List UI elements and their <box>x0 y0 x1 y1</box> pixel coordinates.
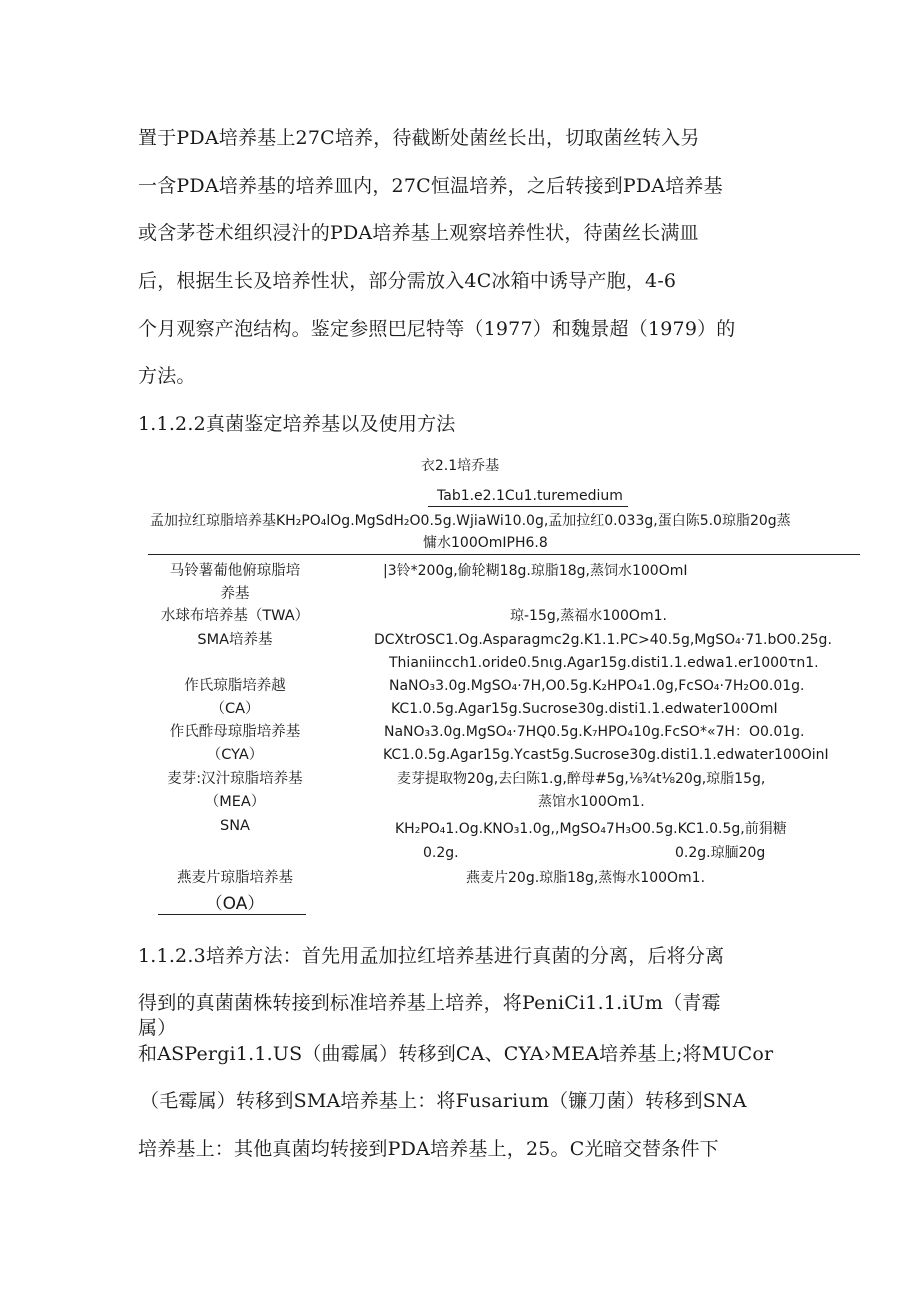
row-sna-composition-2b: 0.2g.琼腼20g <box>675 845 766 861</box>
table-header-line-2: 慵水100OmIPH6.8 <box>423 535 548 551</box>
row-oa-name: 燕麦片琼脂培养基 （OA） <box>177 870 293 914</box>
table-caption-cn: 衣2.1培乔基 <box>420 458 500 474</box>
table-rule <box>148 554 860 555</box>
row-sna-name: SNA <box>220 818 250 834</box>
paragraph2-line-6: 培养基上：其他真菌均转接到PDA培养基上，25。C光暗交替条件下 <box>138 1138 719 1160</box>
row-oa-composition: 燕麦片20g.琼脂18g,蒸悔水100Om1. <box>466 870 706 886</box>
row-mea-composition-2: 蒸馆水100Om1. <box>538 794 645 810</box>
row-mea-name: 麦芽:汉汁琼脂培养基 （MEA） <box>167 771 303 810</box>
row-cya-composition-1: NaNO₃3.0g.MgSO₄·7HQ0.5g.K₇HPO₄10g.FcSO*«7H：O0.01g. <box>384 724 805 740</box>
row-ca-name: 作氏琼脂培养越 （CA） <box>184 678 286 717</box>
row-pda-composition: |3铃*200g,偷轮糊18g.琼脂18g,蒸饲水100OmI <box>383 563 688 579</box>
row-sma-composition-1: DCXtrOSC1.Og.Asparagmc2g.K1.1.PC>40.5g,MgSO₄·71.bO0.25g. <box>374 632 832 648</box>
row-cya-name: 作氏酢母琼脂培养基 （CYA） <box>169 724 301 763</box>
section-heading: 1.1.2.2真菌鉴定培养基以及使用方法 <box>138 413 456 435</box>
row-cya-composition-2: KC1.0.5g.Agar15g.Ycast5g.Sucrose30g.disti1.1.edwater100OinI <box>383 747 829 763</box>
paragraph2-line-4: 和ASPergi1.1.US（曲霉属）转移到CA、CYA›MEA培养基上;将MUCor <box>138 1043 774 1065</box>
row-mea-composition-1: 麦芽提取物20g,去臼陈1.g,醉母#5g,⅛¾t⅛20g,琼脂15g, <box>397 771 766 787</box>
paragraph1-line-5: 个月观察产泡结构。鉴定参照巴尼特等（1977）和魏景超（1979）的 <box>138 318 736 340</box>
row-twa-name: 水球布培养基（TWA） <box>160 608 310 624</box>
paragraph1-line-3: 或含茅苍术组织浸汁的PDA培养基上观察培养性状，待菌丝长满皿 <box>138 222 699 244</box>
paragraph2-line-2: 得到的真菌菌株转接到标准培养基上培养，将PeniCi1.1.iUm（青霉 <box>138 992 721 1014</box>
row-ca-composition-2: KC1.0.5g.Agar15g.Sucrose30g.disti1.1.edwater100OmI <box>391 701 778 717</box>
row-sna-composition-2a: 0.2g. <box>423 845 459 861</box>
paragraph2-line-3: 属） <box>138 1017 177 1039</box>
paragraph1-line-1: 置于PDA培养基上27C培养，待截断处菌丝长出，切取菌丝转入另 <box>138 127 700 149</box>
row-pda-name: 马铃薯葡他俯琼脂培 养基 <box>169 563 301 602</box>
paragraph2-line-5: （毛霉属）转移到SMA培养基上：将Fusarium（镰刀菌）转移到SNA <box>140 1090 747 1112</box>
table-header-line-1: 孟加拉红琼脂培养基KH₂PO₄lOg.MgSdH₂O0.5g.WjiaWi10.0g,孟加拉红0.033g,蛋白陈5.0琼脂20g蒸 <box>150 513 791 529</box>
caption-underline <box>428 506 628 507</box>
row-sma-name: SMA培养基 <box>197 632 273 648</box>
row-sna-composition-1: KH₂PO₄1.Og.KNO₃1.0g,,MgSO₄7H₃O0.5g.KC1.0.5g,前狷糖 <box>395 821 787 837</box>
row-twa-composition: 琼-15g,蒸福水100Om1. <box>510 608 667 624</box>
paragraph1-line-6: 方法。 <box>138 365 196 387</box>
table-bottom-rule <box>158 914 306 915</box>
paragraph1-line-2: 一含PDA培养基的培养皿内，27C恒温培养，之后转接到PDA培养基 <box>138 175 723 197</box>
table-caption-en: Tab1.e2.1Cu1.turemedium <box>437 488 623 504</box>
row-ca-composition-1: NaNO₃3.0g.MgSO₄·7H,O0.5g.K₂HPO₄1.0g,FcSO₄·7H₂O0.01g. <box>389 678 805 694</box>
paragraph2-line-1: 1.1.2.3培养方法：首先用孟加拉红培养基进行真菌的分离，后将分离 <box>138 945 725 967</box>
row-sma-composition-2: Thianiincch1.oride0.5nιg.Agar15g.disti1.1.edwa1.er1000τn1. <box>389 655 819 671</box>
paragraph1-line-4: 后，根据生长及培养性状，部分需放入4C冰箱中诱导产胞，4-6 <box>138 270 677 292</box>
